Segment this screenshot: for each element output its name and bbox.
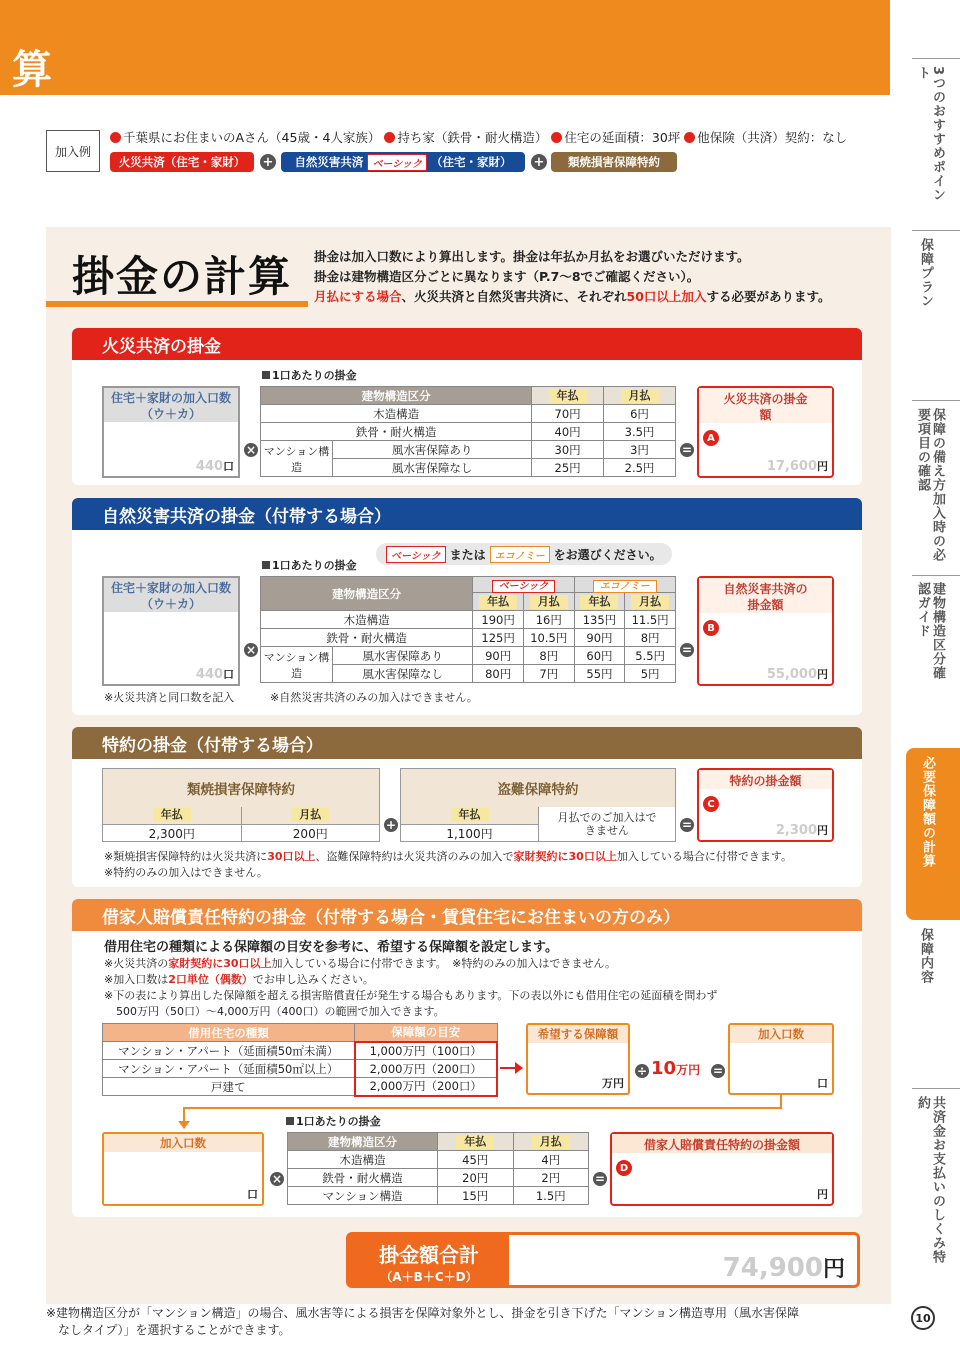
sidebar-item-content[interactable]: 保障内容 bbox=[918, 928, 933, 984]
rider-heading: 特約の掛金（付帯する場合） bbox=[72, 727, 862, 759]
sidebar-divider bbox=[912, 400, 960, 401]
units-box-2[interactable]: 加入口数 口 bbox=[102, 1132, 264, 1206]
tenant-note-2: ※加入口数は2口単位（偶数）でお申し込みください。 bbox=[104, 973, 374, 986]
fire-rate-table: 建物構造区分 年払 月払 木造構造 70円 6円 鉄骨・耐火構造 40円 3.5円 マンション構造 風水害保障あり 30円 3円 風水害保障なし 25円 2.5円 bbox=[260, 386, 676, 477]
nature-note-2: ※自然災害共済のみの加入はできません。 bbox=[270, 691, 478, 704]
pill-rider: 類焼損害保障特約 bbox=[551, 152, 677, 172]
badge-b: B bbox=[703, 620, 719, 636]
sidebar-item-guide[interactable]: 建物構造区分確認ガイド bbox=[915, 582, 945, 680]
example-conditions bbox=[110, 128, 847, 146]
tenant-per-unit: 1口あたりの掛金 bbox=[286, 1113, 381, 1129]
tenant-amount-box[interactable]: 借家人賠償責任特約の掛金額 D 円 bbox=[610, 1132, 834, 1206]
rider-note-2: ※特約のみの加入はできません。 bbox=[104, 866, 268, 879]
total-unit: 円 bbox=[822, 1257, 845, 1282]
divide-icon: ÷ bbox=[636, 1064, 648, 1078]
tenant-note-1: ※火災共済の家財契約に30口以上加入している場合に付帯できます。 ※特約のみの加入はできません。 bbox=[104, 957, 617, 970]
plus-icon: + bbox=[260, 154, 276, 170]
connector-line bbox=[183, 1107, 782, 1109]
plan-choice-note: ベーシック または エコノミー をお選びください。 bbox=[376, 543, 672, 565]
total-label-area: 掛金額合計 （A＋B＋C＋D） bbox=[349, 1235, 509, 1285]
tenant-note-4: 500万円（50口）〜4,000万円（400口）の範囲で加入できます。 bbox=[116, 1005, 445, 1018]
rider-b-box: 盗難保障特約 年払 1,100円 月払でのご加入はできません bbox=[400, 768, 676, 842]
units-box-1[interactable]: 加入口数 口 bbox=[728, 1023, 834, 1095]
footnote: ※建物構造区分が「マンション構造」の場合、風水害等による損害を保障対象外とし、掛金を引き下げた「マンション構造専用（風水害保障 なしタイプ）」を選択することができます。 bbox=[46, 1306, 799, 1337]
arrow-right-icon bbox=[515, 1062, 523, 1074]
condition-1: 千葉県にお住まいのAさん（45歳・4人家族） bbox=[123, 130, 381, 145]
fire-units-box[interactable]: 住宅＋家財の加入口数 （ウ＋カ） 440口 bbox=[102, 386, 240, 478]
nature-heading: 自然災害共済の掛金（付帯する場合） bbox=[72, 498, 862, 530]
fire-amount-box[interactable]: 火災共済の掛金額 A 17,600円 bbox=[697, 386, 834, 478]
example-label: 加入例 bbox=[46, 130, 100, 172]
total-box[interactable] bbox=[346, 1232, 860, 1288]
title-underline bbox=[46, 301, 308, 307]
badge-c: C bbox=[703, 796, 719, 812]
plus-icon: + bbox=[385, 818, 397, 832]
sidebar-item-points[interactable]: 3つのおすすめポイント bbox=[915, 66, 945, 203]
badge-d: D bbox=[616, 1160, 632, 1176]
pill-fire: 火災共済（住宅・家財） bbox=[110, 152, 254, 172]
equals-icon: = bbox=[681, 818, 693, 832]
nature-note-1: ※火災共済と同口数を記入 bbox=[104, 691, 235, 704]
page-number: 10 bbox=[911, 1306, 935, 1330]
total-value: 74,900 bbox=[722, 1253, 823, 1283]
arrow-line bbox=[500, 1067, 516, 1069]
fire-per-unit: 1口あたりの掛金 bbox=[262, 367, 357, 383]
rider-a-box: 類焼損害保障特約 年払 月払 2,300円 200円 bbox=[102, 768, 380, 842]
sidebar-item-prepare[interactable]: 保障の備え方加入時の必要項目の確認 bbox=[915, 408, 945, 562]
tenant-type-table: 借用住宅の種類 保障額の目安 マンション・アパート（延面積50㎡未満） 1,000万円（100口） マンション・アパート（延面積50㎡以上） 2,000万円（200口） 戸建て 2,000万円（200口） bbox=[102, 1023, 498, 1097]
plus-icon: + bbox=[531, 154, 547, 170]
sidebar-item-plan[interactable]: 保障プラン bbox=[918, 238, 933, 308]
multiply-icon: × bbox=[271, 1172, 283, 1186]
nature-units-box[interactable]: 住宅＋家財の加入口数 （ウ＋カ） 440口 bbox=[102, 576, 240, 686]
badge-a: A bbox=[703, 430, 719, 446]
wanted-amount-box[interactable]: 希望する保障額 万円 bbox=[526, 1023, 630, 1095]
sidebar-item-calc[interactable]: 必要保障額の計算 bbox=[920, 756, 935, 868]
sidebar-divider bbox=[912, 575, 960, 576]
tenant-lead: 借用住宅の種類による保障額の目安を参考に、希望する保障額を設定します。 bbox=[104, 940, 558, 955]
sidebar-divider bbox=[912, 230, 960, 231]
tenant-note-3: ※下の表により算出した保障額を超える損害賠償責任が発生する場合もあります。下の表以外にも借用住宅の延面積を問わず bbox=[104, 989, 718, 1002]
arrow-down-icon bbox=[178, 1121, 190, 1129]
equals-icon: = bbox=[681, 643, 693, 657]
nature-amount-box[interactable]: 自然災害共済の掛金額 B 55,000円 bbox=[697, 576, 834, 686]
nature-rate-table: 建物構造区分 ベーシック エコノミー 年払 月払 年払 月払 木造構造 190円 16円 135円 11.5円 鉄骨・耐火構造 125円 10.5円 90円 8円 マンション構造 風水害保障あり 90円 8円 60円 5.5円 風水害保障なし 80円 7円 55円 5円 bbox=[260, 576, 676, 683]
condition-4: 他保険（共済）契約：なし bbox=[697, 130, 848, 145]
fire-heading: 火災共済の掛金 bbox=[72, 328, 862, 360]
header-band bbox=[0, 0, 890, 95]
equals-icon: = bbox=[681, 443, 693, 457]
condition-2: 持ち家（鉄骨・耐火構造） bbox=[397, 130, 548, 145]
page-title: 算 bbox=[12, 47, 52, 93]
nature-per-unit: 1口あたりの掛金 bbox=[262, 557, 357, 573]
equals-icon: = bbox=[594, 1172, 606, 1186]
divisor-text: 10万円 bbox=[651, 1058, 701, 1079]
multiply-icon: × bbox=[245, 643, 257, 657]
connector-line bbox=[183, 1107, 185, 1122]
sidebar-divider bbox=[912, 1088, 960, 1089]
intro-text: 掛金は加入口数により算出します。掛金は年払か月払をお選びいただけます。 掛金は建物構造区分ごとに異なります（P.7〜8でご確認ください）。 月払にする場合、火災共済と自然災害共済に、それぞれ50口以上加入する必要があります。 bbox=[314, 249, 831, 304]
pill-nature: 自然災害共済 ベーシック （住宅・家財） bbox=[281, 152, 525, 172]
main-title: 掛金の計算 bbox=[72, 252, 293, 301]
sidebar-divider bbox=[912, 58, 960, 59]
multiply-icon: × bbox=[245, 443, 257, 457]
sidebar-item-payment[interactable]: 共済金お支払いのしくみ特約 bbox=[915, 1096, 945, 1264]
rider-note-1: ※類焼損害保障特約は火災共済に30口以上、盗難保障特約は火災共済のみの加入で家財契約に30口以上加入している場合に付帯できます。 bbox=[104, 850, 792, 863]
rider-amount-box[interactable]: 特約の掛金額 C 2,300円 bbox=[697, 768, 834, 842]
tenant-heading: 借家人賠償責任特約の掛金（付帯する場合・賃貸住宅にお住まいの方のみ） bbox=[72, 899, 862, 931]
equals-icon: = bbox=[712, 1064, 724, 1078]
tenant-rate-table: 建物構造区分 年払 月払 木造構造 45円 4円 鉄骨・耐火構造 20円 2円 マンション構造 15円 1.5円 bbox=[287, 1132, 589, 1205]
condition-3: 住宅の延面積：30坪 bbox=[564, 130, 681, 145]
